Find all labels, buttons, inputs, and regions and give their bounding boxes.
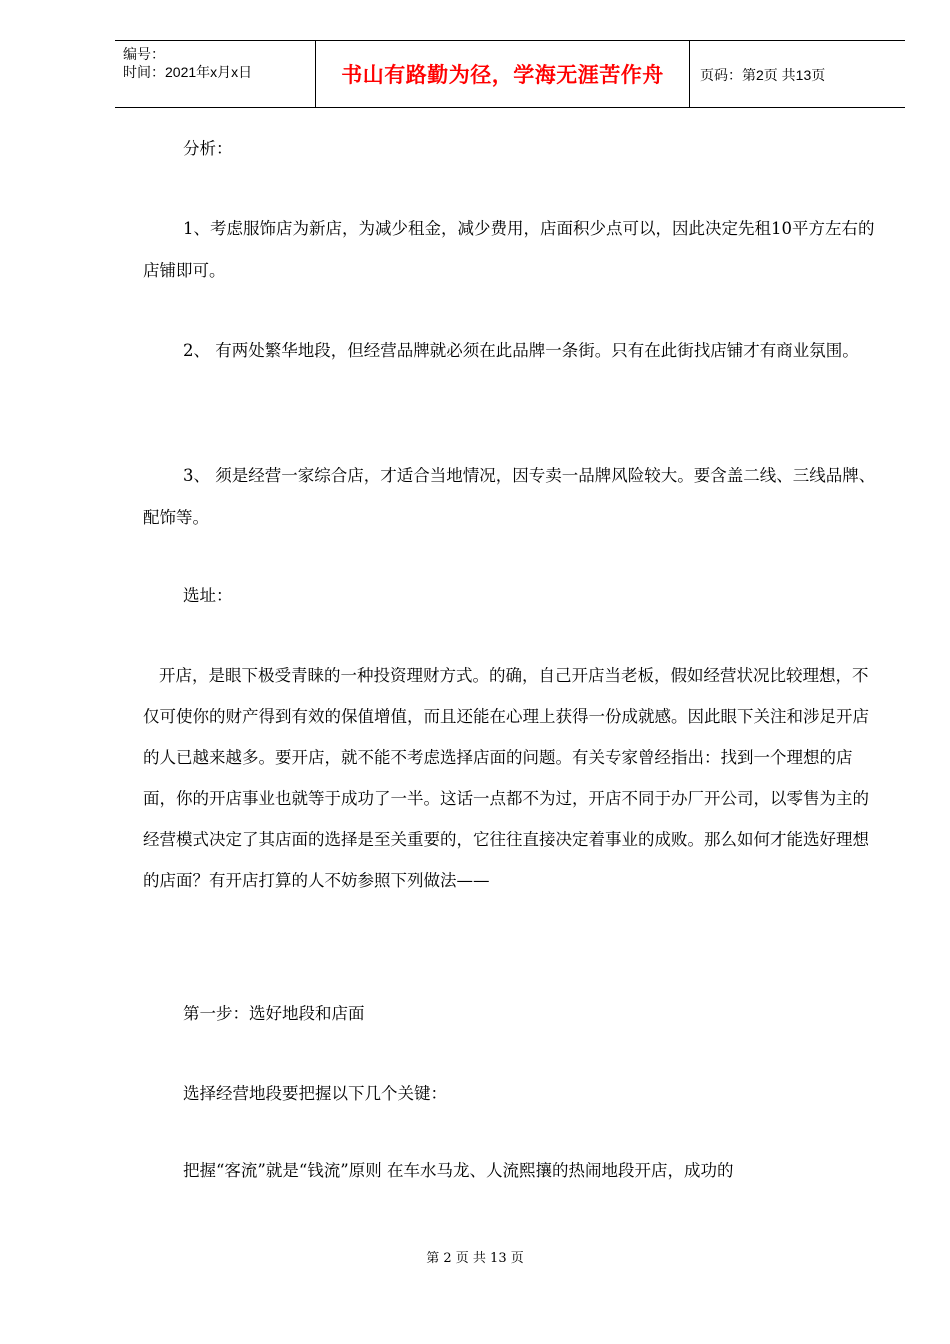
step-one-heading: 第一步：选好地段和店面 [183,1004,365,1023]
analysis-point-3: 3、 须是经营一家综合店，才适合当地情况，因专卖一品牌风险较大。要含盖二线、三线品牌、配饰等。 [143,466,876,527]
site-heading: 选址： [183,586,233,605]
grasp-flow-paragraph: 把握“客流”就是“钱流”原则 在车水马龙、人流熙攘的热闹地段开店，成功的 [183,1161,734,1180]
header-motto: 书山有路勤为径，学海无涯苦作舟 [341,64,664,87]
header-page-info: 页码：第2页 共13页 [700,67,826,83]
document-time-label: 时间：2021年x月x日 [123,64,253,80]
header-right-cell [690,41,905,107]
page-header [115,40,905,108]
analysis-point-2: 2、 有两处繁华地段，但经营品牌就必须在此品牌一条街。只有在此街找店铺才有商业氛围。 [183,341,859,360]
site-paragraph: 开店，是眼下极受青睐的一种投资理财方式。的确，自己开店当老板，假如经营状况比较理想，不仅可使你的财产得到有效的保值增值，而且还能在心理上获得一份成就感。因此眼下关注和涉足开店的人已越来越多。要开店，就不能不考虑选择店面的问题。有关专家曾经指出：找到一个理想的店面，你的开店事业也就等于成功了一半。这话一点都不为过，开店不同于办厂开公司，以零售为主的经营模式决定了其店面的选择是至关重要的，它往往直接决定着事业的成败。那么如何才能选好理想的店面？有开店打算的人不妨参照下列做法—— [143,666,869,890]
header-middle-cell [316,41,690,107]
analysis-point-1: 1、考虑服饰店为新店，为减少租金，减少费用，店面积少点可以，因此决定先租10平方左右的店铺即可。 [143,219,875,280]
key-points-intro: 选择经营地段要把握以下几个关键： [183,1084,447,1103]
analysis-heading: 分析： [183,139,233,158]
page-footer: 第 2 页 共 13 页 [426,1251,524,1266]
header-left-cell [115,41,316,107]
document-number-label: 编号： [123,46,165,62]
